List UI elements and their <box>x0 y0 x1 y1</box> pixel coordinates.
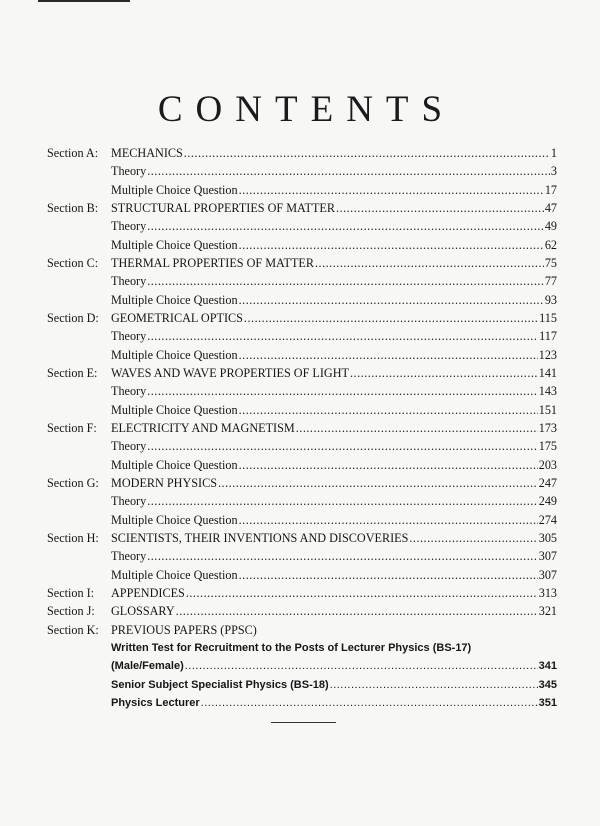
toc-label: Multiple Choice Question <box>111 457 238 472</box>
toc-row <box>47 217 557 235</box>
leader-dots <box>315 254 544 272</box>
leader-dots <box>409 529 537 547</box>
toc-entry[interactable] <box>111 346 557 364</box>
toc-page-number: 77 <box>544 274 557 289</box>
leader-dots <box>185 657 538 675</box>
toc-page-number: 75 <box>544 255 557 270</box>
leader-dots <box>336 199 544 217</box>
toc-entry[interactable] <box>111 657 557 675</box>
toc-rows <box>47 144 557 639</box>
toc-label: Multiple Choice Question <box>111 347 238 362</box>
toc-entry[interactable] <box>111 272 557 290</box>
leader-dots <box>186 584 538 602</box>
toc-label: GEOMETRICAL OPTICS <box>111 310 243 325</box>
toc-row <box>47 272 557 290</box>
toc-section: Section K: <box>47 622 99 637</box>
toc-row-ppsc-senior <box>47 676 557 694</box>
toc-entry[interactable] <box>111 199 557 217</box>
toc-label: Theory <box>111 274 147 289</box>
toc-page-number: 1 <box>550 146 557 160</box>
toc-page-number: 123 <box>538 347 557 362</box>
toc-page-number: 307 <box>538 567 557 582</box>
toc-section: Section G: <box>47 475 99 490</box>
toc-row <box>47 437 557 455</box>
toc-entry[interactable] <box>111 401 557 419</box>
toc-entry[interactable] <box>111 511 557 529</box>
toc-entry[interactable] <box>111 291 557 309</box>
toc-row <box>47 236 557 254</box>
toc-page-number: 17 <box>544 182 557 197</box>
toc-entry[interactable] <box>111 144 557 162</box>
toc-label: Physics Lecturer <box>111 696 200 709</box>
toc-entry[interactable] <box>111 474 557 492</box>
toc-row <box>47 529 557 547</box>
toc-entry <box>111 639 557 657</box>
leader-dots <box>350 364 538 382</box>
toc-section: Section D: <box>47 310 99 325</box>
toc-entry[interactable] <box>111 492 557 510</box>
toc-page-number: 321 <box>538 604 557 619</box>
toc-page-number: 341 <box>538 660 557 673</box>
leader-dots <box>147 272 544 290</box>
toc-page-number: 307 <box>538 549 557 564</box>
leader-dots <box>147 217 544 235</box>
toc-label: Multiple Choice Question <box>111 402 238 417</box>
leader-dots <box>239 346 538 364</box>
toc-page-number: 49 <box>544 219 557 234</box>
toc-label: PREVIOUS PAPERS (PPSC) <box>111 622 257 637</box>
toc-entry[interactable] <box>111 694 557 712</box>
toc-row <box>47 199 557 217</box>
toc-row-ppsc-male-female <box>47 657 557 675</box>
toc-label: Theory <box>111 164 147 179</box>
toc-row <box>47 621 557 639</box>
toc-label: Multiple Choice Question <box>111 237 238 252</box>
toc-row <box>47 456 557 474</box>
toc-label: MECHANICS <box>111 146 183 160</box>
bottom-rule <box>271 722 336 723</box>
toc-entry[interactable] <box>111 181 557 199</box>
toc-entry[interactable] <box>111 456 557 474</box>
toc-row <box>47 566 557 584</box>
toc-section: Section J: <box>47 604 95 619</box>
leader-dots <box>239 291 544 309</box>
toc-page-number: 249 <box>538 494 557 509</box>
toc-row-ppsc-lecturer <box>47 694 557 712</box>
leader-dots <box>218 474 538 492</box>
toc-row <box>47 602 557 620</box>
toc-section: Section I: <box>47 585 95 600</box>
toc-page-number: 143 <box>538 384 557 399</box>
toc-section: Section F: <box>47 420 97 435</box>
toc-label: STRUCTURAL PROPERTIES OF MATTER <box>111 200 335 215</box>
toc-page-number: 345 <box>538 678 557 691</box>
toc-page-number: 93 <box>544 292 557 307</box>
leader-dots <box>239 566 538 584</box>
toc-section: Section A: <box>47 146 99 160</box>
toc-label: THERMAL PROPERTIES OF MATTER <box>111 255 314 270</box>
toc-row <box>47 547 557 565</box>
toc-label: Theory <box>111 494 147 509</box>
toc-label: Multiple Choice Question <box>111 512 238 527</box>
toc-row <box>47 346 557 364</box>
toc-page-number: 47 <box>544 200 557 215</box>
toc-label: Multiple Choice Question <box>111 292 238 307</box>
leader-dots <box>244 309 538 327</box>
toc-row <box>47 474 557 492</box>
leader-dots <box>296 419 538 437</box>
toc-section: Section C: <box>47 255 99 270</box>
toc-entry[interactable] <box>111 236 557 254</box>
toc-row <box>47 511 557 529</box>
toc-label: WAVES AND WAVE PROPERTIES OF LIGHT <box>111 365 349 380</box>
toc-page-number: 3 <box>550 164 557 179</box>
toc-row <box>47 401 557 419</box>
toc-label: (Male/Female) <box>111 660 184 673</box>
toc-label: ELECTRICITY AND MAGNETISM <box>111 420 295 435</box>
toc-page-number: 117 <box>539 329 557 344</box>
toc-row-ppsc-written <box>47 639 557 657</box>
toc-label: Written Test for Recruitment to the Posts of Lecturer Physics (BS-17) <box>111 641 472 654</box>
toc-entry[interactable] <box>111 584 557 602</box>
leader-dots <box>239 181 544 199</box>
toc-label: Senior Subject Specialist Physics (BS-18) <box>111 678 329 691</box>
toc-section: Section B: <box>47 200 99 215</box>
toc-page-number: 151 <box>538 402 557 417</box>
toc-entry[interactable] <box>111 217 557 235</box>
leader-dots <box>147 382 538 400</box>
toc-section: Section E: <box>47 365 98 380</box>
toc-page-number: 175 <box>538 439 557 454</box>
toc-label: GLOSSARY <box>111 604 175 619</box>
toc-entry[interactable] <box>111 621 557 639</box>
toc-row <box>47 364 557 382</box>
toc-label: Theory <box>111 549 147 564</box>
toc-row <box>47 419 557 437</box>
leader-dots <box>330 676 538 694</box>
top-rule <box>38 0 130 2</box>
toc-page-number: 305 <box>538 530 557 545</box>
toc-entry[interactable] <box>111 364 557 382</box>
leader-dots <box>239 401 538 419</box>
toc-row <box>47 309 557 327</box>
toc-row <box>47 181 557 199</box>
toc-label: SCIENTISTS, THEIR INVENTIONS AND DISCOVERIES <box>111 530 409 545</box>
toc-section: Section H: <box>47 530 99 545</box>
toc-row <box>47 291 557 309</box>
toc-label: Theory <box>111 329 147 344</box>
toc-row <box>47 144 557 162</box>
leader-dots <box>184 144 550 162</box>
toc-page-number: 141 <box>538 365 557 380</box>
leader-dots <box>239 236 544 254</box>
toc-label: APPENDICES <box>111 585 185 600</box>
leader-dots <box>201 694 538 712</box>
leader-dots <box>176 602 538 620</box>
toc-entry[interactable] <box>111 547 557 565</box>
leader-dots <box>239 456 538 474</box>
toc-row <box>47 254 557 272</box>
toc-entry[interactable] <box>111 162 557 180</box>
toc-page-number: 115 <box>539 310 557 325</box>
toc-page-number: 62 <box>544 237 557 252</box>
toc-page-number: 351 <box>538 696 557 709</box>
toc-page-number: 274 <box>538 512 557 527</box>
toc-entry[interactable] <box>111 437 557 455</box>
toc-label: MODERN PHYSICS <box>111 475 217 490</box>
toc-page-number: 313 <box>538 585 557 600</box>
leader-dots <box>147 492 538 510</box>
toc-page-number: 247 <box>538 475 557 490</box>
leader-dots <box>239 511 538 529</box>
toc-row <box>47 492 557 510</box>
leader-dots <box>147 547 538 565</box>
toc-row <box>47 162 557 180</box>
toc-entry[interactable] <box>111 327 557 345</box>
leader-dots <box>147 437 538 455</box>
toc-entry[interactable] <box>111 529 557 547</box>
toc-label: Theory <box>111 219 147 234</box>
toc-entry[interactable] <box>111 382 557 400</box>
toc-page-number: 173 <box>538 420 557 435</box>
toc-entry[interactable] <box>111 602 557 620</box>
toc-row <box>47 327 557 345</box>
toc-entry[interactable] <box>111 566 557 584</box>
leader-dots <box>147 327 538 345</box>
toc-entry[interactable] <box>111 254 557 272</box>
toc-page-number: 203 <box>538 457 557 472</box>
leader-dots <box>147 162 550 180</box>
toc-label: Multiple Choice Question <box>111 182 238 197</box>
toc-label: Multiple Choice Question <box>111 567 238 582</box>
toc-label: Theory <box>111 384 147 399</box>
toc-label: Theory <box>111 439 147 454</box>
toc-entry[interactable] <box>111 676 557 694</box>
toc-row <box>47 584 557 602</box>
toc-entry[interactable] <box>111 309 557 327</box>
page-title: CONTENTS <box>157 89 456 130</box>
table-of-contents <box>47 144 557 712</box>
toc-row <box>47 382 557 400</box>
toc-entry[interactable] <box>111 419 557 437</box>
